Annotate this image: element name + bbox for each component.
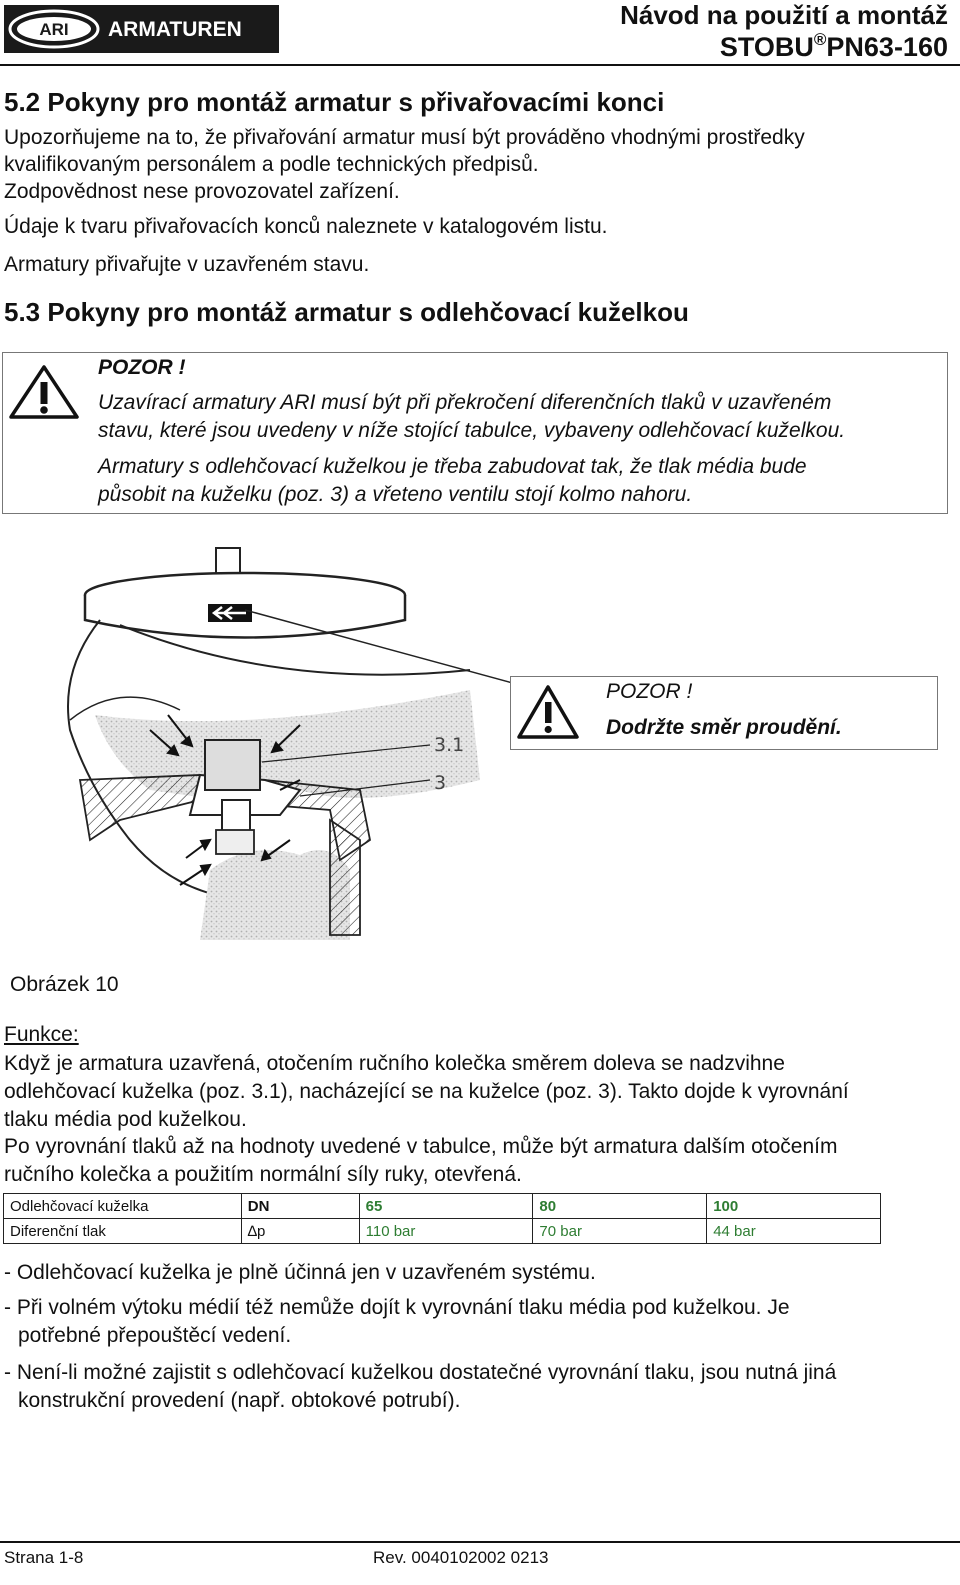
- page-number: Strana 1-8: [4, 1548, 84, 1567]
- warning-line2: stavu, které jsou uvedeny v níže stojící tabulce, vybaveny odlehčovací kuželkou.: [98, 419, 846, 442]
- section-53-heading: 5.3 Pokyny pro montáž armatur s odlehčovací kuželkou: [4, 297, 689, 327]
- table-cell: DN: [241, 1194, 359, 1219]
- document-title: Návod na použití a montáž: [620, 0, 948, 30]
- warning-line3: Armatury s odlehčovací kuželkou je třeba zabudovat tak, že tlak média bude: [98, 455, 807, 478]
- section-52-line4: Údaje k tvaru přivařovacích konců naleznete v katalogovém listu.: [4, 215, 608, 238]
- table-cell: Diferenční tlak: [4, 1219, 242, 1244]
- flow-warning-title: POZOR !: [606, 680, 693, 703]
- section-52-line2: kvalifikovaným personálem a podle technických předpisů.: [4, 153, 539, 176]
- table-cell: Odlehčovací kuželka: [4, 1194, 242, 1219]
- warning-triangle-icon-2: [516, 684, 580, 740]
- function-heading: Funkce:: [4, 1023, 79, 1046]
- ari-armaturen-logo: [4, 5, 279, 53]
- section-52-line1: Upozorňujeme na to, že přivařování armatur musí být prováděno vhodnými prostředky: [4, 126, 805, 149]
- figure-label-3: 3: [434, 772, 447, 794]
- function-line4: Po vyrovnání tlaků až na hodnoty uvedené v tabulce, může být armatura dalším otočením: [4, 1135, 838, 1158]
- product-title: [720, 32, 948, 63]
- note-2-line2: potřebné přepouštěcí vedení.: [18, 1324, 292, 1347]
- product-name: STOBU: [719, 32, 814, 62]
- figure-label-3-1: 3.1: [434, 734, 465, 756]
- function-line3: tlaku média pod kuželkou.: [4, 1108, 247, 1131]
- table-cell: 110 bar: [359, 1219, 533, 1244]
- pressure-table: [3, 1193, 881, 1244]
- logo-graphic: [4, 5, 279, 53]
- table-row: [4, 1219, 881, 1244]
- warning-triangle-icon: [8, 364, 80, 420]
- section-52-line5: Armatury přivařujte v uzavřeném stavu.: [4, 253, 370, 276]
- valve-cross-section-figure: [0, 540, 960, 960]
- function-line5: ručního kolečka a použitím normální síly ruky, otevřená.: [4, 1163, 522, 1186]
- revision-number: Rev. 0040102002 0213: [373, 1548, 549, 1567]
- table-cell: 44 bar: [707, 1219, 881, 1244]
- function-line2: odlehčovací kuželka (poz. 3.1), nacházející se na kuželce (poz. 3). Takto dojde k vyrovnání: [4, 1080, 849, 1103]
- header-divider: [0, 64, 960, 66]
- product-model: PN63-160: [826, 32, 948, 62]
- table-cell: 65: [359, 1194, 533, 1219]
- footer-divider: [0, 1541, 960, 1543]
- table-cell: ∆p: [241, 1219, 359, 1244]
- note-1: - Odlehčovací kuželka je plně účinná jen v uzavřeném systému.: [4, 1261, 596, 1284]
- table-cell: 70 bar: [533, 1219, 707, 1244]
- note-3-line2: konstrukční provedení (např. obtokové potrubí).: [18, 1389, 461, 1412]
- flow-warning-text: Dodržte směr proudění.: [606, 716, 842, 739]
- registered-mark: ®: [813, 30, 827, 49]
- warning-line4: působit na kuželku (poz. 3) a vřeteno ventilu stojí kolmo nahoru.: [98, 483, 693, 506]
- warning-title: POZOR !: [98, 356, 186, 379]
- table-cell: 80: [533, 1194, 707, 1219]
- section-52-line3: Zodpovědnost nese provozovatel zařízení.: [4, 180, 400, 203]
- warning-line1: Uzavírací armatury ARI musí být při překročení diferenčních tlaků v uzavřeném: [98, 391, 832, 414]
- logo-word: ARMATUREN: [108, 18, 242, 41]
- section-52-heading: 5.2 Pokyny pro montáž armatur s přivařovacími konci: [4, 87, 665, 117]
- function-line1: Když je armatura uzavřená, otočením ručního kolečka směrem doleva se nadzvihne: [4, 1052, 785, 1075]
- logo-brand: ARI: [39, 20, 69, 39]
- table-row: [4, 1194, 881, 1219]
- note-2-line1: - Při volném výtoku médií též nemůže dojít k vyrovnání tlaku média pod kuželkou. Je: [4, 1296, 790, 1319]
- figure-caption: Obrázek 10: [10, 973, 119, 996]
- table-cell: 100: [707, 1194, 881, 1219]
- note-3-line1: - Není-li možné zajistit s odlehčovací kuželkou dostatečné vyrovnání tlaku, jsou nutná jiná: [4, 1361, 837, 1384]
